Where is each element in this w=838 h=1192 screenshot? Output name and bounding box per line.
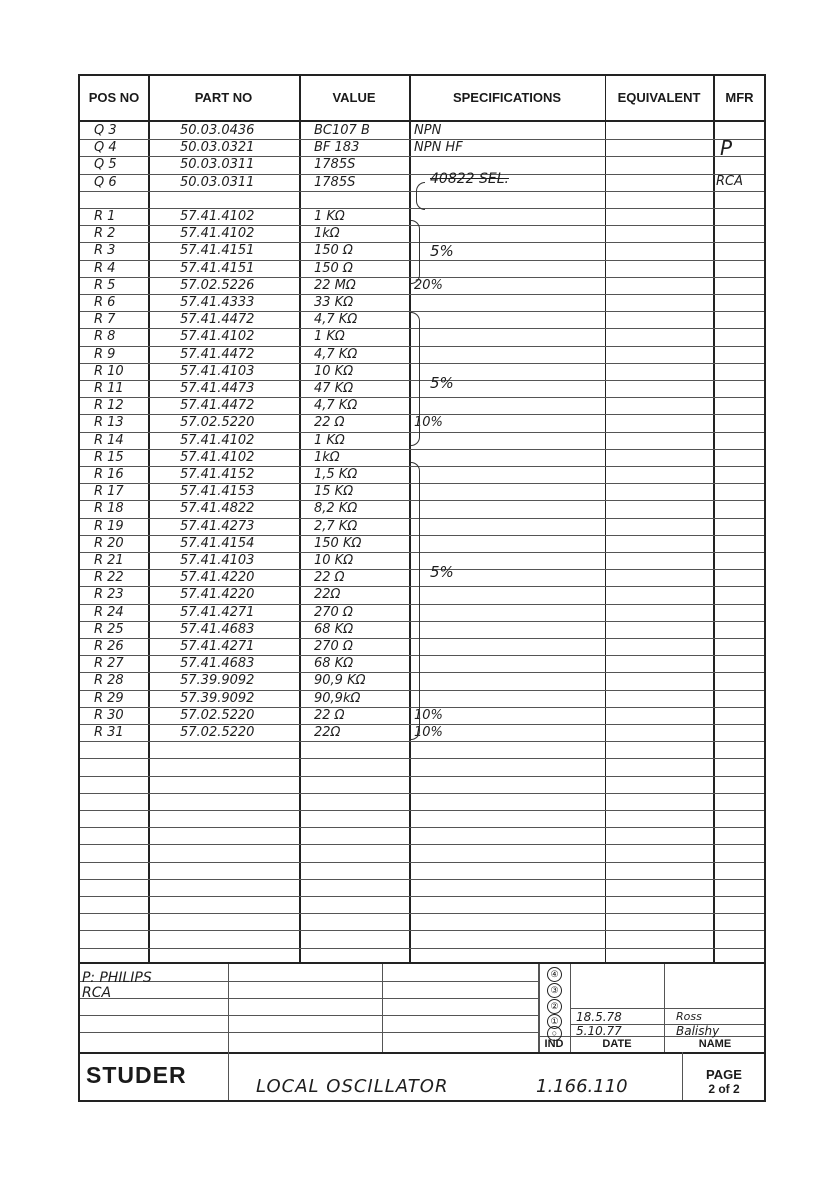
- page-of: 2 of 2: [708, 1082, 740, 1096]
- row-rule: [80, 741, 764, 742]
- brace-r6-r12: [411, 312, 420, 446]
- spec-cell: 20%: [414, 277, 443, 293]
- brace-q-sel: [416, 182, 425, 210]
- spec-cell: [414, 604, 599, 621]
- mfr-legend: P: PHILIPS: [82, 970, 152, 986]
- revision-mark: ④: [547, 967, 562, 982]
- value-cell: 150 KΩ: [314, 535, 362, 551]
- spec-cell: [414, 346, 599, 363]
- pos-no-cell: R 27: [94, 656, 124, 672]
- row-rule: [80, 810, 764, 811]
- value-cell: 1785S: [314, 157, 356, 173]
- revision-mark: ①: [547, 1014, 562, 1029]
- value-cell: 22 Ω: [314, 415, 345, 431]
- row-rule: [80, 948, 764, 949]
- pos-no-cell: R 14: [94, 432, 124, 448]
- spec-cell: [414, 518, 599, 535]
- pos-no-cell: R 24: [94, 604, 124, 620]
- revision-mark: ○: [547, 1026, 562, 1041]
- value-cell: 1 KΩ: [314, 432, 345, 448]
- part-no-cell: 57.39.9092: [180, 690, 255, 706]
- pos-no-cell: Q 3: [94, 123, 117, 138]
- pos-no-cell: R 31: [94, 725, 124, 740]
- page-label: PAGE: [706, 1067, 742, 1082]
- brace-r14-r29: [411, 462, 420, 740]
- part-no-cell: 50.03.0436: [180, 123, 255, 138]
- pos-no-cell: R 29: [94, 690, 124, 706]
- spec-cell: [414, 535, 599, 552]
- pos-no-cell: R 12: [94, 398, 124, 414]
- spec-cell: NPN: [414, 123, 442, 138]
- spec-cell: [414, 672, 599, 689]
- part-no-cell: [180, 191, 295, 208]
- part-no-cell: 57.41.4102: [180, 329, 255, 345]
- part-no-cell: 57.41.4102: [180, 449, 255, 465]
- value-cell: 2,7 KΩ: [314, 518, 358, 534]
- pos-no-cell: R 1: [94, 209, 116, 224]
- part-no-cell: 57.41.4473: [180, 381, 255, 396]
- row-rule: [80, 913, 764, 914]
- spec-cell: 10%: [414, 725, 443, 740]
- value-cell: 1kΩ: [314, 226, 340, 242]
- value-cell: 10 KΩ: [314, 363, 354, 379]
- spec-cell: 10%: [414, 415, 443, 431]
- part-no-cell: 57.02.5220: [180, 415, 255, 431]
- pos-no-cell: R 2: [94, 226, 116, 242]
- value-cell: 150 Ω: [314, 243, 353, 259]
- col-specifications: SPECIFICATIONS: [452, 90, 562, 105]
- pos-no-cell: R 5: [94, 277, 116, 293]
- value-cell: 4,7 KΩ: [314, 346, 358, 362]
- spec-cell: [414, 225, 599, 242]
- part-no-cell: 50.03.0321: [180, 140, 255, 156]
- mfr-rca-mark: RCA: [716, 174, 744, 189]
- col-part-no: PART NO: [194, 90, 253, 105]
- col-pos-no: POS NO: [88, 90, 140, 105]
- row-rule: [80, 758, 764, 759]
- spec-cell: [414, 191, 599, 208]
- value-cell: 10 KΩ: [314, 553, 354, 568]
- part-no-cell: 57.41.4153: [180, 484, 255, 500]
- value-cell: 90,9 KΩ: [314, 673, 366, 689]
- part-no-cell: 57.02.5226: [180, 277, 255, 293]
- table-header: [80, 76, 764, 122]
- pos-no-cell: R 3: [94, 243, 116, 259]
- spec-cell: [414, 466, 599, 483]
- part-no-cell: 57.41.4151: [180, 260, 255, 276]
- spec-cell: [414, 690, 599, 707]
- pos-no-cell: R 13: [94, 415, 124, 431]
- value-cell: BF 183: [314, 140, 360, 156]
- row-rule: [80, 930, 764, 931]
- parts-list-sheet: [78, 74, 766, 1102]
- drawing-number: 1.166.110: [536, 1076, 628, 1097]
- spec-cell: [414, 328, 599, 345]
- value-cell: 1785S: [314, 174, 356, 190]
- revision-mark: ②: [547, 999, 562, 1014]
- spec-cell: 10%: [414, 707, 443, 723]
- tolerance-5pct: 5%: [430, 374, 454, 392]
- spec-cell: [414, 655, 599, 672]
- pos-no-cell: R 25: [94, 621, 124, 637]
- part-no-cell: 57.41.4472: [180, 312, 255, 328]
- part-no-cell: 50.03.0311: [180, 157, 255, 173]
- mfr-philips-mark: P: [720, 136, 733, 160]
- pos-no-cell: Q 4: [94, 140, 117, 156]
- spec-cell: [414, 638, 599, 655]
- spec-cell: [414, 432, 599, 449]
- part-no-cell: 57.41.4102: [180, 226, 255, 242]
- part-no-cell: 57.41.4220: [180, 587, 255, 603]
- pos-no-cell: R 20: [94, 535, 124, 551]
- pos-no-cell: R 28: [94, 673, 124, 689]
- value-cell: 4,7 KΩ: [314, 312, 358, 328]
- pos-no-cell: R 30: [94, 707, 124, 723]
- part-no-cell: 57.39.9092: [180, 673, 255, 689]
- pos-no-cell: R 10: [94, 363, 124, 379]
- spec-cell: [414, 260, 599, 277]
- q-sel-note: 40822 SEL.: [430, 171, 509, 187]
- mfr-legend: RCA: [82, 985, 112, 1001]
- pos-no-cell: R 16: [94, 467, 124, 482]
- part-no-cell: 57.41.4220: [180, 570, 255, 586]
- part-no-cell: 57.41.4683: [180, 621, 255, 637]
- col-equivalent: EQUIVALENT: [617, 90, 701, 105]
- date-label: DATE: [602, 1038, 632, 1050]
- value-cell: 22 Ω: [314, 707, 345, 723]
- studer-logo: STUDER: [86, 1062, 187, 1088]
- pos-no-cell: R 8: [94, 329, 116, 345]
- part-no-cell: 57.41.4472: [180, 398, 255, 414]
- row-rule: [80, 827, 764, 828]
- pos-no-cell: R 4: [94, 260, 116, 276]
- row-rule: [80, 896, 764, 897]
- part-no-cell: 57.41.4103: [180, 363, 255, 379]
- value-cell: 1 KΩ: [314, 209, 345, 224]
- spec-cell: NPN HF: [414, 140, 463, 156]
- part-no-cell: 57.41.4683: [180, 656, 255, 672]
- value-cell: 33 KΩ: [314, 295, 354, 310]
- value-cell: 68 KΩ: [314, 621, 354, 637]
- pos-no-cell: R 9: [94, 346, 116, 362]
- pos-no-cell: R 11: [94, 381, 124, 396]
- part-no-cell: 57.41.4102: [180, 209, 255, 224]
- pos-no-cell: R 19: [94, 518, 124, 534]
- spec-cell: [414, 449, 599, 466]
- pos-no-cell: R 26: [94, 639, 124, 654]
- spec-cell: [414, 397, 599, 414]
- part-no-cell: 57.41.4152: [180, 467, 255, 482]
- value-cell: 1,5 KΩ: [314, 467, 358, 482]
- value-cell: 8,2 KΩ: [314, 501, 358, 517]
- part-no-cell: 57.41.4271: [180, 604, 255, 620]
- spec-cell: [414, 500, 599, 517]
- pos-no-cell: R 17: [94, 484, 124, 500]
- pos-no-cell: R 22: [94, 570, 124, 586]
- row-rule: [80, 844, 764, 845]
- pos-no-cell: R 21: [94, 553, 124, 568]
- value-cell: 90,9kΩ: [314, 690, 361, 706]
- tolerance-5pct: 5%: [430, 563, 454, 581]
- row-rule: [80, 776, 764, 777]
- value-cell: 47 KΩ: [314, 381, 354, 396]
- pos-no-cell: R 6: [94, 295, 116, 310]
- value-cell: 68 KΩ: [314, 656, 354, 672]
- value-cell: 1kΩ: [314, 449, 340, 465]
- value-cell: 4,7 KΩ: [314, 398, 358, 414]
- row-rule: [80, 862, 764, 863]
- part-no-cell: 50.03.0311: [180, 174, 255, 190]
- revision-name: Balishy: [676, 1024, 720, 1038]
- part-no-cell: 57.41.4472: [180, 346, 255, 362]
- part-no-cell: 57.41.4273: [180, 518, 255, 534]
- spec-cell: [414, 483, 599, 500]
- row-rule: [80, 793, 764, 794]
- revision-mark: ③: [547, 983, 562, 998]
- tolerance-5pct: 5%: [430, 242, 454, 260]
- title-block: [80, 962, 764, 1100]
- value-cell: 22 Ω: [314, 570, 345, 586]
- revision-date: 5.10.77: [576, 1024, 622, 1038]
- pos-no-cell: R 7: [94, 312, 116, 328]
- name-label: NAME: [698, 1038, 732, 1050]
- part-no-cell: 57.41.4822: [180, 501, 255, 517]
- ind-label: IND: [544, 1038, 564, 1050]
- spec-cell: [414, 294, 599, 311]
- value-cell: 22Ω: [314, 587, 341, 603]
- pos-no-cell: [94, 191, 144, 208]
- part-no-cell: 57.41.4271: [180, 639, 255, 654]
- part-no-cell: 57.41.4102: [180, 432, 255, 448]
- value-cell: 22 MΩ: [314, 277, 356, 293]
- brace-r1-r4: [411, 220, 420, 284]
- value-cell: 22Ω: [314, 725, 341, 740]
- pos-no-cell: Q 6: [94, 174, 117, 190]
- value-cell: 270 Ω: [314, 639, 353, 654]
- revision-date: 18.5.78: [576, 1010, 622, 1024]
- spec-cell: [414, 586, 599, 603]
- value-cell: 1 KΩ: [314, 329, 345, 345]
- pos-no-cell: R 23: [94, 587, 124, 603]
- pos-no-cell: Q 5: [94, 157, 117, 173]
- drawing-title: LOCAL OSCILLATOR: [256, 1076, 449, 1097]
- pos-no-cell: R 15: [94, 449, 124, 465]
- spec-cell: [414, 311, 599, 328]
- part-no-cell: 57.41.4333: [180, 295, 255, 310]
- col-value: VALUE: [332, 90, 376, 105]
- value-cell: 270 Ω: [314, 604, 353, 620]
- part-no-cell: 57.02.5220: [180, 725, 255, 740]
- value-cell: [314, 191, 406, 208]
- value-cell: 15 KΩ: [314, 484, 354, 500]
- part-no-cell: 57.41.4154: [180, 535, 255, 551]
- value-cell: BC107 B: [314, 123, 370, 138]
- spec-cell: [414, 621, 599, 638]
- value-cell: 150 Ω: [314, 260, 353, 276]
- part-no-cell: 57.41.4151: [180, 243, 255, 259]
- row-rule: [80, 879, 764, 880]
- part-no-cell: 57.02.5220: [180, 707, 255, 723]
- part-no-cell: 57.41.4103: [180, 553, 255, 568]
- pos-no-cell: R 18: [94, 501, 124, 517]
- spec-cell: [414, 208, 599, 225]
- revision-name: Ross: [676, 1010, 702, 1023]
- col-mfr: MFR: [725, 90, 754, 105]
